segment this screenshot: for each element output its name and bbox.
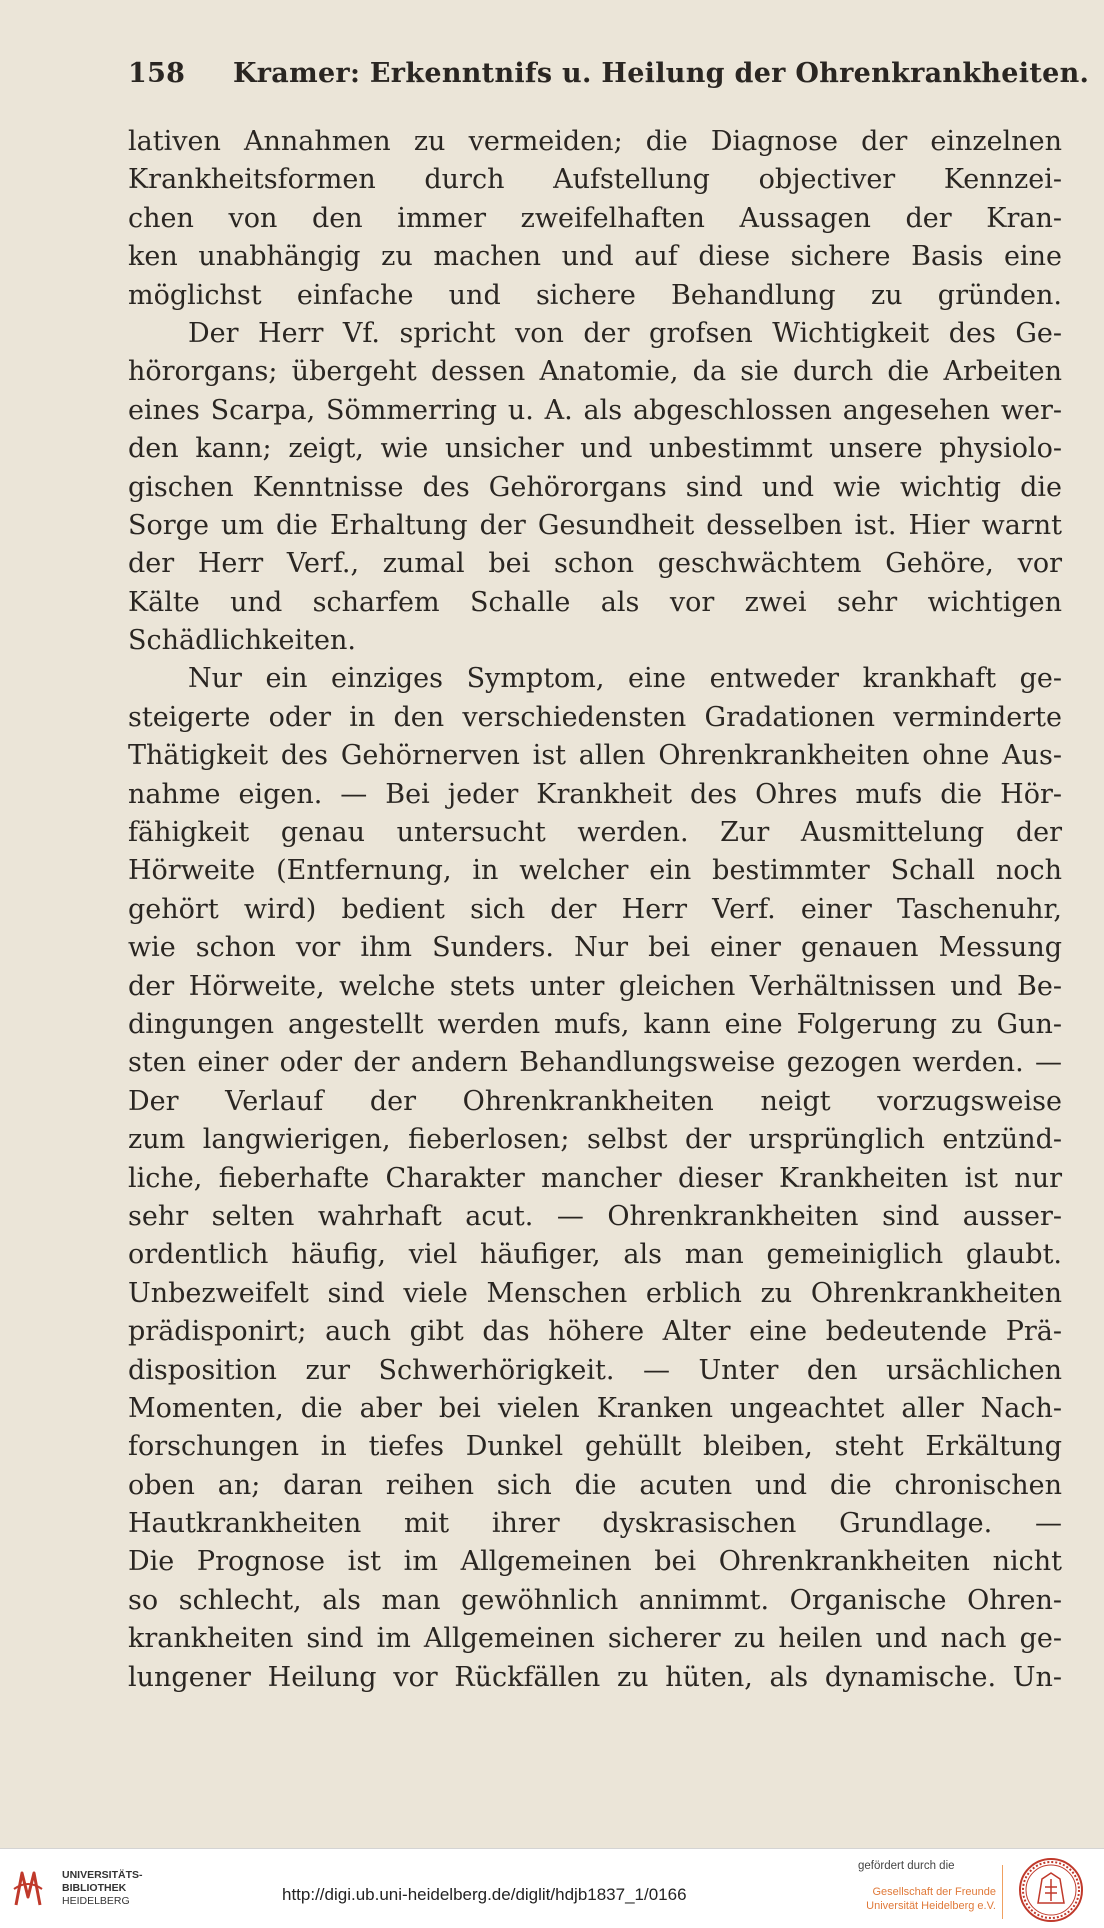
text-line: nahme eigen. — Bei jeder Krankheit des Ohres mufs die Hör-: [128, 778, 1062, 810]
text-line: liche, fieberhafte Charakter mancher dieser Krankheiten ist nur: [128, 1162, 1062, 1194]
text-line: dingungen angestellt werden mufs, kann eine Folgerung zu Gun-: [128, 1008, 1062, 1040]
library-name-line: BIBLIOTHEK: [62, 1882, 127, 1894]
text-line: krankheiten sind im Allgemeinen sicherer zu heilen und nach ge-: [128, 1623, 1062, 1655]
text-line: Nur ein einziges Symptom, eine entweder krankhaft ge-: [188, 663, 1062, 695]
text-line: möglichst einfache und sichere Behandlung zu gründen.: [128, 279, 1062, 311]
permalink-url[interactable]: http://digi.ub.uni-heidelberg.de/diglit/hdjb1837_1/0166: [282, 1885, 687, 1904]
running-header: [128, 58, 1090, 89]
text-line: Unbezweifelt sind viele Menschen erblich zu Ohrenkrankheiten: [128, 1277, 1062, 1309]
university-library-logo-icon: [12, 1867, 44, 1909]
text-line: steigerte oder in den verschiedensten Gradationen verminderte: [128, 701, 1062, 733]
text-line: Hörweite (Entfernung, in welcher ein bestimmter Schall noch: [128, 855, 1062, 887]
sponsor-label: gefördert durch die: [858, 1860, 955, 1872]
text-line: der Hörweite, welche stets unter gleichen Verhältnissen und Be-: [128, 970, 1062, 1002]
text-line: sten einer oder der andern Behandlungsweise gezogen werden. —: [128, 1047, 1062, 1079]
text-line: Der Herr Vf. spricht von der grofsen Wichtigkeit des Ge-: [188, 317, 1062, 349]
text-line: ken unabhängig zu machen und auf diese sichere Basis eine: [128, 241, 1062, 273]
page-number: 158: [128, 58, 186, 89]
text-line: so schlecht, als man gewöhnlich annimmt. Organische Ohren-: [128, 1584, 1062, 1616]
library-name: [62, 1869, 172, 1908]
text-line: forschungen in tiefes Dunkel gehüllt bleiben, steht Erkältung: [128, 1431, 1062, 1463]
sponsor-name: [852, 1885, 996, 1913]
sponsor-divider: [1002, 1865, 1003, 1919]
text-line: lativen Annahmen zu vermeiden; die Diagnose der einzelnen: [128, 126, 1062, 157]
text-line: disposition zur Schwerhörigkeit. — Unter den ursächlichen: [128, 1354, 1062, 1386]
text-line: Momenten, die aber bei vielen Kranken ungeachtet aller Nach-: [128, 1392, 1062, 1424]
text-line: Schädlichkeiten.: [128, 625, 356, 657]
text-line: Thätigkeit des Gehörnerven ist allen Ohrenkrankheiten ohne Aus-: [128, 740, 1062, 772]
text-line: eines Scarpa, Sömmerring u. A. als abgeschlossen angesehen wer-: [128, 394, 1062, 426]
text-line: Die Prognose ist im Allgemeinen bei Ohrenkrankheiten nicht: [128, 1546, 1062, 1578]
body-text: [128, 123, 1062, 1697]
running-title: Kramer: Erkenntnifs u. Heilung der Ohrenkrankheiten.: [233, 58, 1090, 89]
text-line: sehr selten wahrhaft acut. — Ohrenkrankheiten sind ausser-: [128, 1200, 1062, 1232]
text-line: Hautkrankheiten mit ihrer dyskrasischen Grundlage. —: [128, 1508, 1062, 1540]
text-line: zum langwierigen, fieberlosen; selbst der ursprünglich entzünd-: [128, 1124, 1062, 1156]
text-line: prädisponirt; auch gibt das höhere Alter eine bedeutende Prä-: [128, 1316, 1062, 1348]
text-line: lungener Heilung vor Rückfällen zu hüten, als dynamische. Un-: [128, 1661, 1062, 1693]
text-line: oben an; daran reihen sich die acuten und die chronischen: [128, 1469, 1062, 1501]
university-seal-icon: [1018, 1857, 1084, 1923]
text-line: gischen Kenntnisse des Gehörorgans sind und wie wichtig die: [128, 471, 1062, 503]
sponsor-name-line: Universität Heidelberg e.V.: [866, 1900, 996, 1912]
text-line: der Herr Verf., zumal bei schon geschwächtem Gehöre, vor: [128, 548, 1062, 580]
library-name-line: UNIVERSITÄTS-: [62, 1869, 143, 1881]
text-line: fähigkeit genau untersucht werden. Zur Ausmittelung der: [128, 817, 1062, 849]
text-line: Kälte und scharfem Schalle als vor zwei sehr wichtigen: [128, 586, 1062, 618]
text-line: Sorge um die Erhaltung der Gesundheit desselben ist. Hier warnt: [128, 509, 1062, 541]
text-line: Der Verlauf der Ohrenkrankheiten neigt vorzugsweise: [128, 1085, 1062, 1117]
library-name-line: HEIDELBERG: [62, 1895, 130, 1907]
text-line: den kann; zeigt, wie unsicher und unbestimmt unsere physiolo-: [128, 433, 1062, 465]
sponsor-name-line: Gesellschaft der Freunde: [872, 1886, 996, 1898]
text-line: Krankheitsformen durch Aufstellung objectiver Kennzei-: [128, 164, 1062, 196]
text-line: hörorgans; übergeht dessen Anatomie, da sie durch die Arbeiten: [128, 356, 1062, 388]
digitization-footer: [0, 1848, 1104, 1928]
text-line: wie schon vor ihm Sunders. Nur bei einer genauen Messung: [128, 932, 1062, 964]
text-line: ordentlich häufig, viel häufiger, als man gemeiniglich glaubt.: [128, 1239, 1062, 1271]
text-line: chen von den immer zweifelhaften Aussagen der Kran-: [128, 202, 1062, 234]
text-line: gehört wird) bedient sich der Herr Verf. einer Taschenuhr,: [128, 893, 1062, 925]
